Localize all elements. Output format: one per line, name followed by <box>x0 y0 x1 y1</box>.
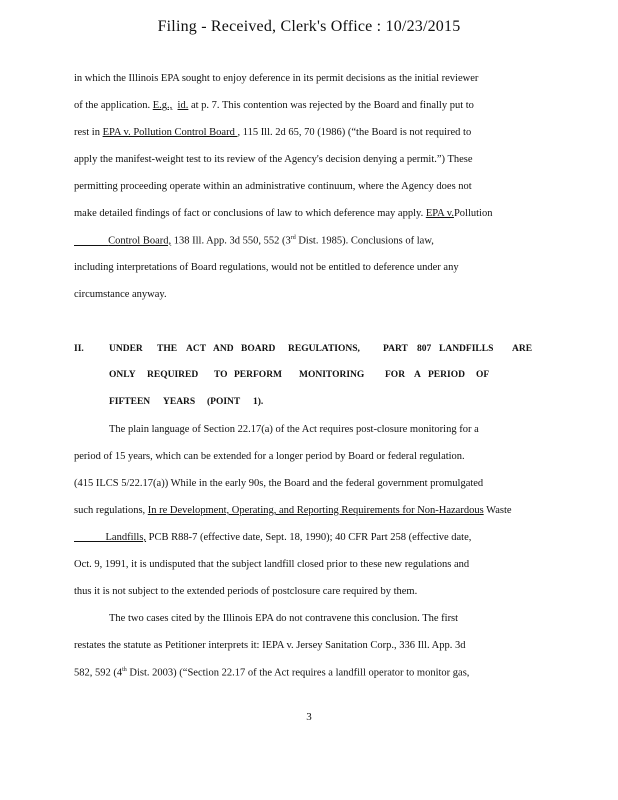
paragraph2-line7: thus it is not subject to the extended periods of postclosure care required by them. <box>74 586 418 597</box>
case-name: EPA v. Pollution Control Board <box>102 127 238 138</box>
paragraph2-line5 <box>74 532 471 543</box>
case-name <box>74 532 146 543</box>
case-name: EPA v. <box>425 208 454 219</box>
paragraph1-line7 <box>74 235 434 247</box>
heading-word: OF <box>476 370 490 380</box>
text-run: 582, 592 (4 <box>74 667 123 679</box>
heading-word: MONITORING <box>299 370 365 380</box>
citation-id: id. <box>177 100 189 111</box>
text-run: PCB R88-7 (effective date, Sept. 18, 1990); 40 CFR Part 258 (effective date, <box>146 532 472 543</box>
heading-word: LANDFILLS <box>439 344 494 354</box>
ordinal-suffix: rd <box>290 235 296 241</box>
paragraph1-line5: permitting proceeding operate within an administrative continuum, where the Agency does not <box>74 181 472 192</box>
heading-word: ARE <box>512 344 533 354</box>
paragraph1-line2 <box>74 100 474 111</box>
heading-word: FOR <box>385 370 406 380</box>
heading-word: 1). <box>253 397 264 407</box>
page-number: 3 <box>306 711 312 723</box>
text-run: such regulations, <box>74 505 148 516</box>
paragraph2-line2: period of 15 years, which can be extended for a longer period by Board or federal regulation. <box>74 451 465 462</box>
heading-word: FIFTEEN <box>109 397 151 407</box>
paragraph1-line9: circumstance anyway. <box>74 289 167 300</box>
paragraph2-line4 <box>74 505 512 516</box>
text-run: 138 Ill. App. 3d 550, 552 (3 <box>171 235 291 247</box>
paragraph3-line2: restates the statute as Petitioner interprets it: IEPA v. Jersey Sanitation Corp., 336 Ill. App. 3d <box>74 640 466 651</box>
heading-word: THE <box>157 344 178 354</box>
heading-word: TO <box>214 370 228 380</box>
paragraph2-line6: Oct. 9, 1991, it is undisputed that the subject landfill closed prior to these new regulations and <box>74 559 470 570</box>
paragraph1-line4: apply the manifest-weight test to its review of the Agency's decision denying a permit.”) These <box>74 154 473 165</box>
heading-word: (POINT <box>207 397 241 407</box>
paragraph3-line3 <box>74 667 469 679</box>
ordinal-suffix: th <box>122 667 127 673</box>
case-name: In re Development, Operating, and Reporting Requirements for Non-Hazardous <box>147 505 484 516</box>
paragraph1-line6 <box>74 208 492 219</box>
heading-word: PERFORM <box>234 370 283 380</box>
heading-word: ONLY <box>109 370 136 380</box>
text-run: make detailed findings of fact or conclusions of law to which deference may apply. <box>74 208 426 219</box>
citation-eg: E.g., <box>152 100 173 111</box>
filing-header: Filing - Received, Clerk's Office : 10/23/2015 <box>157 18 461 35</box>
text-run: Dist. 2003) (“Section 22.17 of the Act requires a landfill operator to monitor gas, <box>126 667 470 679</box>
heading-word: REQUIRED <box>147 370 199 380</box>
text-run: rest in <box>74 127 103 138</box>
heading-word: REGULATIONS, <box>288 344 360 354</box>
text-run: Pollution <box>453 208 493 219</box>
heading-word: AND <box>213 344 234 354</box>
case-name-text: Landfills, <box>105 532 147 543</box>
heading-word: PERIOD <box>428 370 465 380</box>
paragraph2-line3: (415 ILCS 5/22.17(a)) While in the early 90s, the Board and the federal government promulgated <box>74 478 484 489</box>
text-run: Dist. 1985). Conclusions of law, <box>295 235 434 247</box>
heading-word: YEARS <box>163 397 196 407</box>
paragraph3-line1: The two cases cited by the Illinois EPA do not contravene this conclusion. The first <box>109 613 459 624</box>
heading-word: UNDER <box>109 344 143 354</box>
text-run: Waste <box>483 505 512 516</box>
text-run: at p. 7. This contention was rejected by the Board and finally put to <box>188 100 474 111</box>
paragraph1-line8: including interpretations of Board regulations, would not be entitled to deference under any <box>74 262 459 273</box>
heading-word: ACT <box>186 344 207 354</box>
heading-word: BOARD <box>241 344 276 354</box>
text-run: of the application. <box>74 100 153 111</box>
paragraph1-line1: in which the Illinois EPA sought to enjoy deference in its permit decisions as the initial reviewer <box>74 73 479 84</box>
text-run: , 115 Ill. 2d 65, 70 (1986) (“the Board is not required to <box>237 127 472 138</box>
heading-word: PART <box>383 344 408 354</box>
heading-word: A <box>414 370 421 380</box>
paragraph2-line1: The plain language of Section 22.17(a) of the Act requires post-closure monitoring for a <box>109 424 479 435</box>
case-name-text: Control Board, <box>108 235 172 247</box>
paragraph1-line3 <box>74 127 471 138</box>
heading-word: 807 <box>417 344 432 354</box>
section-number: II. <box>74 344 84 354</box>
case-name <box>74 236 171 247</box>
